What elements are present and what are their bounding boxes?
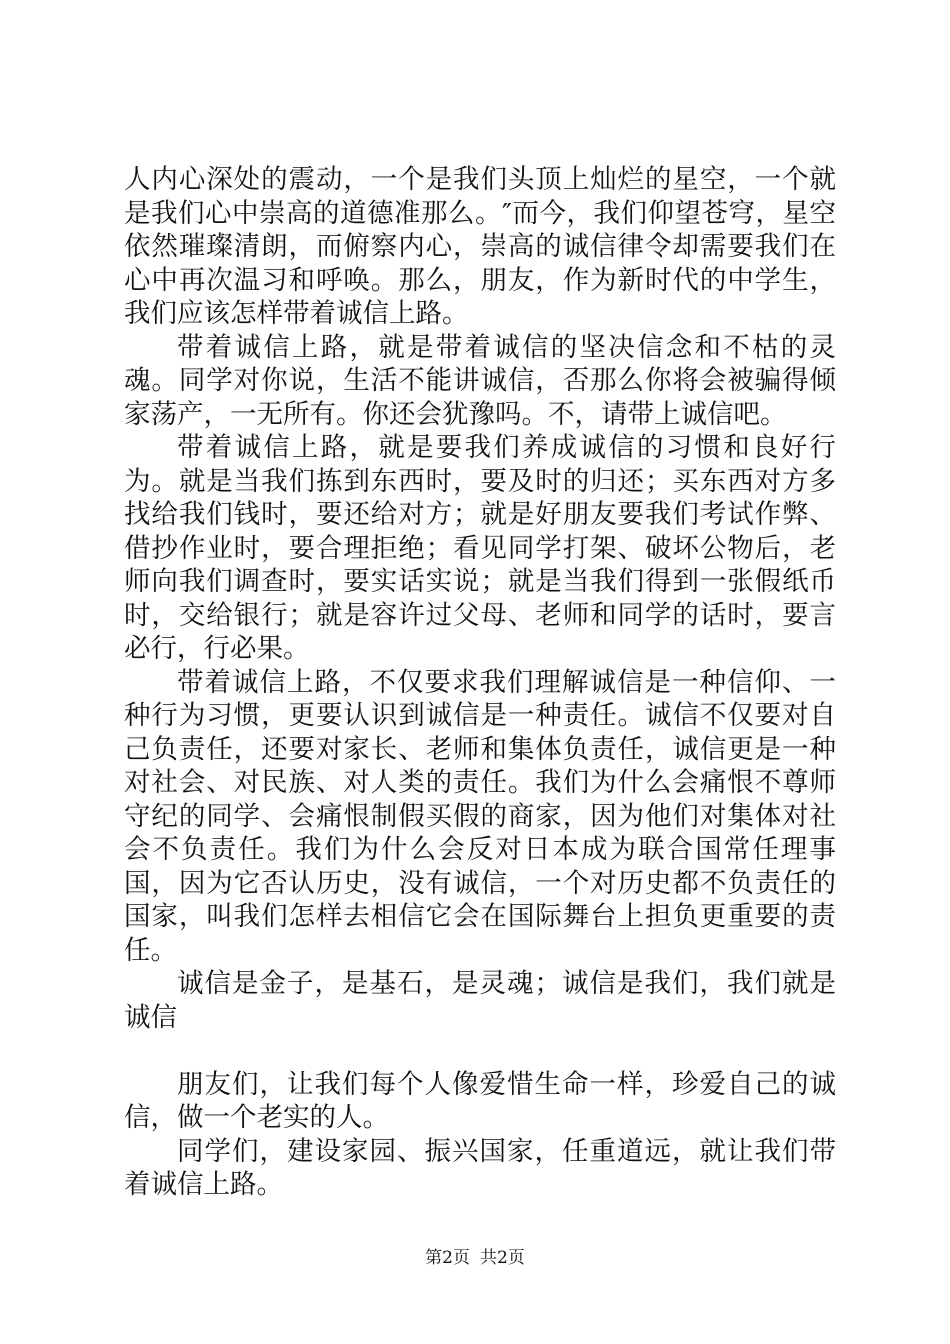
- paragraph-1: 人内心深处的震动，一个是我们头顶上灿烂的星空，一个就是我们心中崇高的道德准那么。″而今，我们仰望苍穹，星空依然璀璨清朗，而俯察内心，崇高的诚信律令却需要我们在心中再次温习和呼唤。那么，朋友，作为新时代的中学生，我们应该怎样带着诚信上路。: [124, 164, 836, 329]
- page-footer: [0, 1243, 950, 1268]
- paragraph-7: 同学们，建设家园、振兴国家，任重道远，就让我们带着诚信上路。: [124, 1135, 836, 1200]
- paragraph-3: 带着诚信上路，就是要我们养成诚信的习惯和良好行为。就是当我们拣到东西时，要及时的归还；买东西对方多找给我们钱时，要还给对方；就是好朋友要我们考试作弊、借抄作业时，要合理拒绝；看见同学打架、破坏公物后，老师向我们调查时，要实话实说；就是当我们得到一张假纸币时，交给银行；就是容许过父母、老师和同学的话时，要言必行，行必果。: [124, 432, 836, 664]
- paragraph-2: 带着诚信上路，就是带着诚信的坚决信念和不枯的灵魂。同学对你说，生活不能讲诚信，否那么你将会被骗得倾家荡产，一无所有。你还会犹豫吗。不，请带上诚信吧。: [124, 331, 836, 430]
- paragraph-spacer: [124, 1034, 836, 1068]
- page-total: 共2页: [480, 1248, 525, 1268]
- page-number: 第2页: [425, 1248, 470, 1268]
- document-body: [124, 163, 836, 1202]
- paragraph-4: 带着诚信上路，不仅要求我们理解诚信是一种信仰、一种行为习惯，更要认识到诚信是一种责任。诚信不仅要对自己负责任，还要对家长、老师和集体负责任，诚信更是一种对社会、对民族、对人类的责任。我们为什么会痛恨不尊师守纪的同学、会痛恨制假买假的商家，因为他们对集体对社会不负责任。我们为什么会反对日本成为联合国常任理事国，因为它否认历史，没有诚信，一个对历史都不负责任的国家，叫我们怎样去相信它会在国际舞台上担负更重要的责任。: [124, 666, 836, 966]
- paragraph-5: 诚信是金子，是基石，是灵魂；诚信是我们，我们就是诚信: [124, 968, 836, 1033]
- paragraph-6: 朋友们，让我们每个人像爱惜生命一样，珍爱自己的诚信，做一个老实的人。: [124, 1068, 836, 1133]
